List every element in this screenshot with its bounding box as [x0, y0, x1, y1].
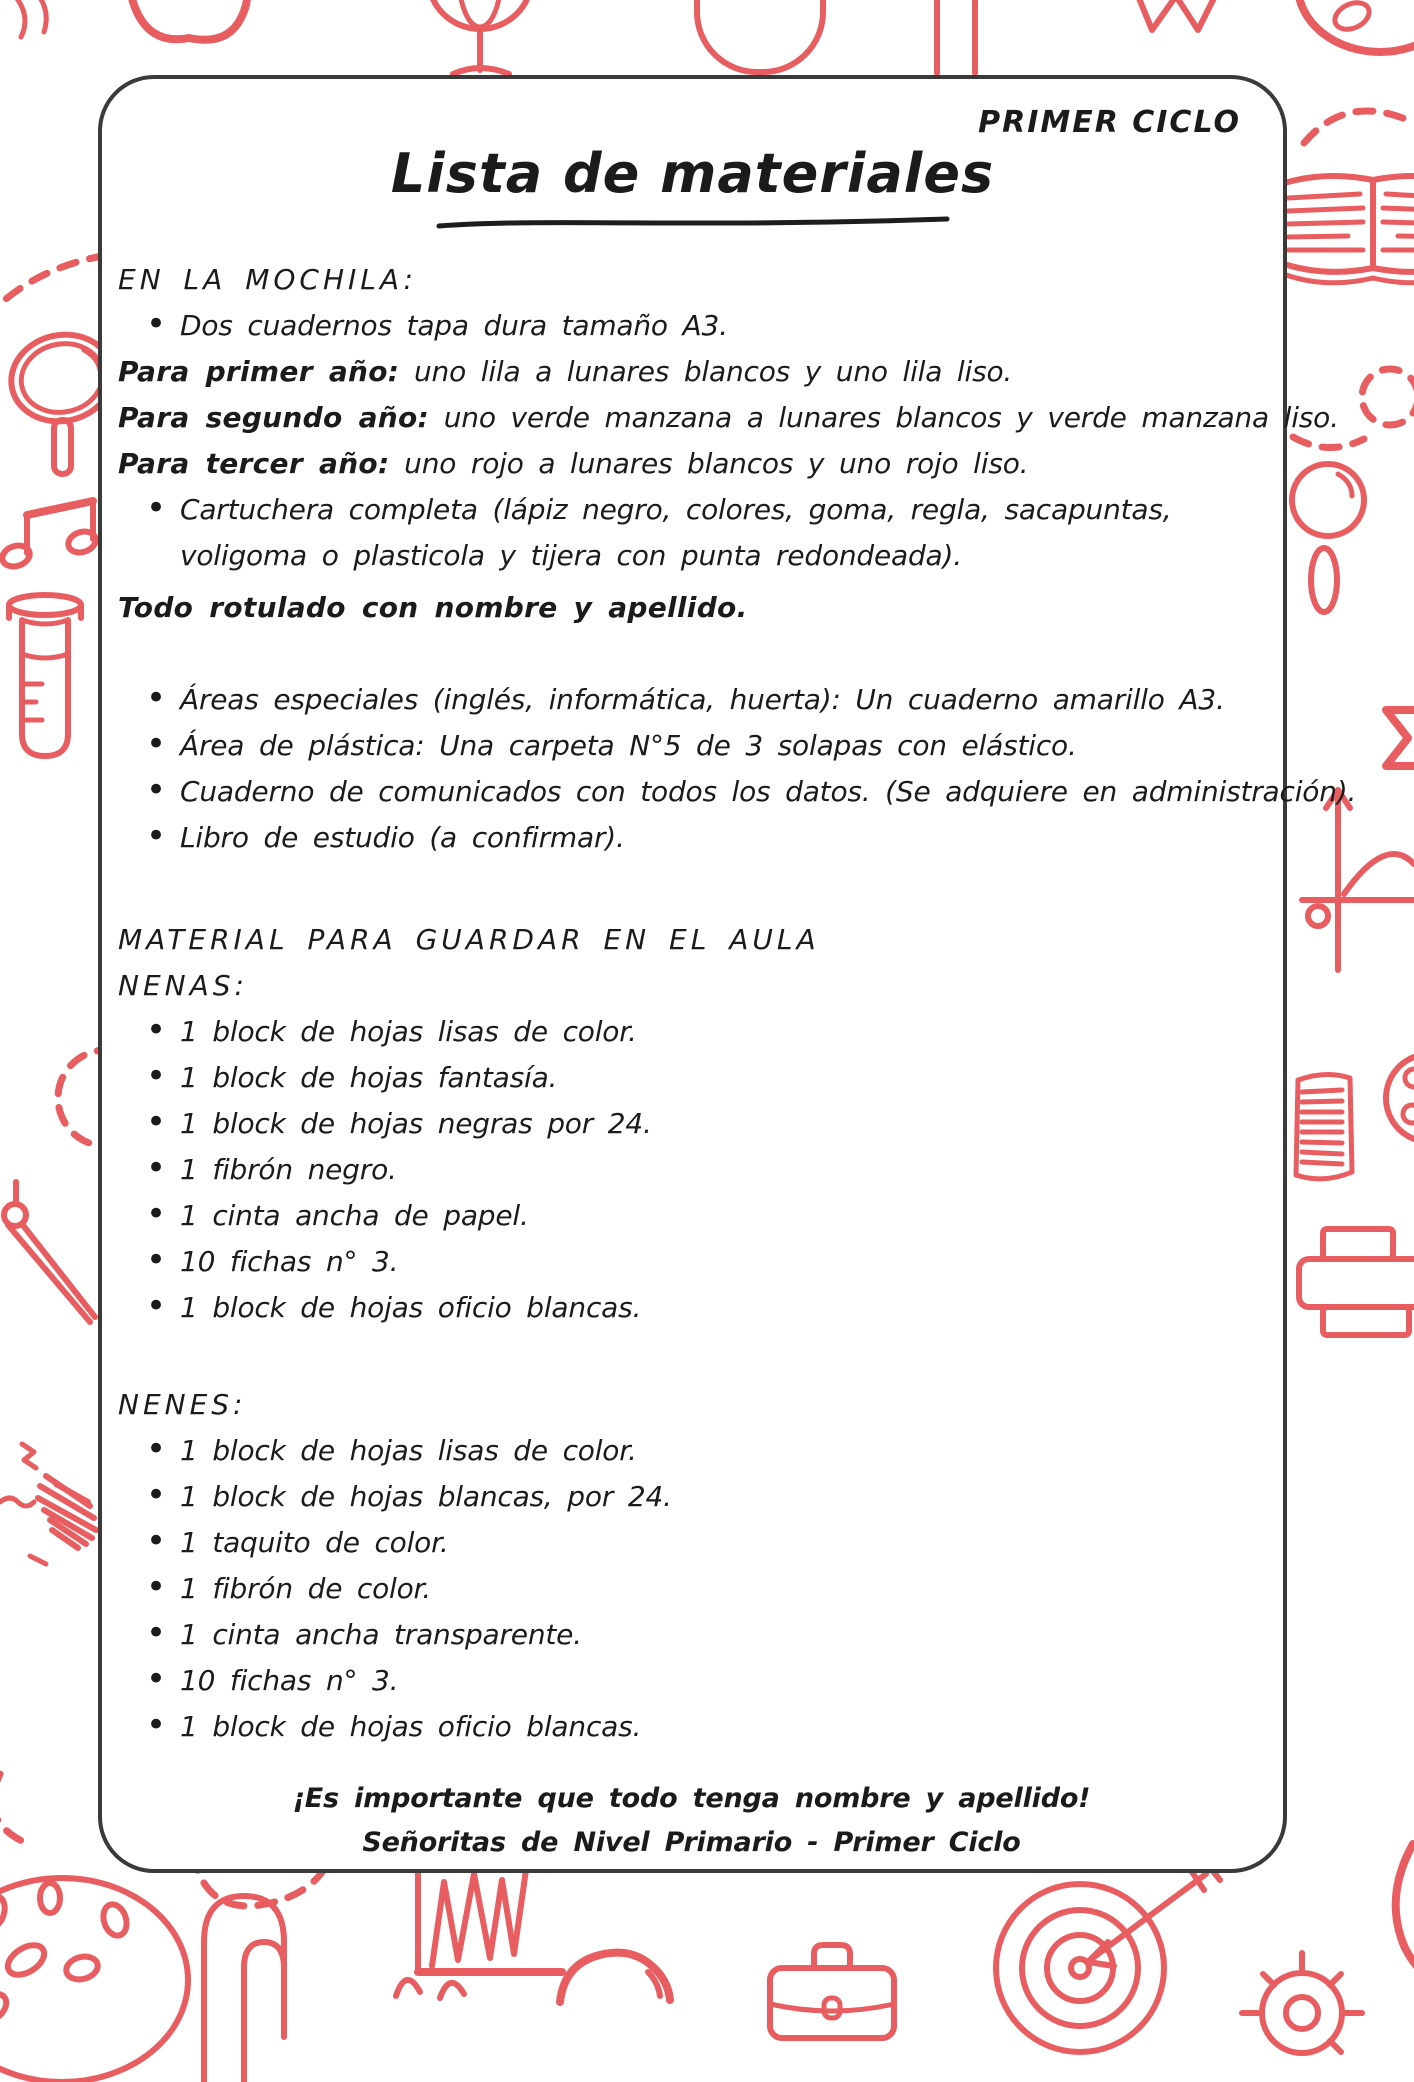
apple-icon: [115, 0, 265, 62]
nenas-list: [118, 1009, 1265, 1331]
balloon-icon: [1290, 452, 1365, 617]
list-item: • Área de plástica: Una carpeta N°5 de 3 solapas con elástico.: [118, 723, 1265, 769]
list-item: • 1 cinta ancha transparente.: [118, 1612, 1265, 1658]
mochila-list-2: [118, 487, 1265, 579]
list-item: • 1 block de hojas blancas, por 24.: [118, 1474, 1265, 1520]
year-lead: Para tercer año:: [118, 447, 390, 480]
section-heading-mochila: EN LA MOCHILA:: [118, 263, 417, 296]
page-title: Lista de materiales: [390, 142, 995, 205]
open-book-icon: [1268, 150, 1414, 300]
list-item: • Libro de estudio (a confirmar).: [118, 815, 1265, 861]
paperclip-icon: [172, 1872, 337, 2082]
crown-icon: [1128, 0, 1233, 41]
list-item: • Áreas especiales (inglés, informática, huerta): Un cuaderno amarillo A3.: [118, 677, 1265, 723]
group-label-nenes: NENES:: [118, 1388, 247, 1421]
footer-line-2: Señoritas de Nivel Primario - Primer Ciclo: [362, 1827, 1021, 1858]
drawing-compass-icon: [0, 1172, 101, 1327]
list-item: • 1 fibrón de color.: [118, 1566, 1265, 1612]
list-item: • 1 block de hojas lisas de color.: [118, 1009, 1265, 1055]
year-line-third: [118, 441, 1265, 487]
egg-icon: [552, 1944, 702, 2004]
computer-mouse-icon: [672, 0, 852, 77]
year-lead: Para primer año:: [118, 355, 400, 388]
printer-icon: [1295, 1225, 1414, 1340]
year-lead: Para segundo año:: [118, 401, 430, 434]
list-item: • Dos cuadernos tapa dura tamaño A3.: [118, 303, 1265, 349]
list-item: • 1 block de hojas oficio blancas.: [118, 1285, 1265, 1331]
year-line-second: [118, 395, 1339, 441]
sigma-icon: [1378, 702, 1414, 777]
year-text: uno verde manzana a lunares blancos y verde manzana liso.: [429, 401, 1339, 434]
section-heading-aula: MATERIAL PARA GUARDAR EN EL AULA: [118, 923, 820, 956]
year-text: uno lila a lunares blancos y uno lila liso.: [399, 355, 1013, 388]
title-underline: [102, 215, 1283, 231]
scribble-icon: [6, 0, 66, 62]
year-line-first: [118, 349, 1265, 395]
palette-icon: [1292, 0, 1414, 74]
label-note: Todo rotulado con nombre y apellido.: [118, 591, 748, 624]
globe-icon: [415, 0, 550, 82]
nenes-list: [118, 1428, 1265, 1750]
list-item: • 10 fichas n° 3.: [118, 1658, 1265, 1704]
notebook-page-icon: [1290, 1068, 1360, 1188]
list-item: • 1 cinta ancha de papel.: [118, 1193, 1265, 1239]
list-item: • 1 taquito de color.: [118, 1520, 1265, 1566]
cycle-badge: PRIMER CICLO: [978, 105, 1241, 140]
card-content: [102, 257, 1357, 1865]
ghost-curves-icon: [388, 1962, 503, 2002]
footer-line-1: ¡Es importante que todo tenga nombre y apellido!: [292, 1783, 1091, 1814]
list-item: • Cartuchera completa (lápiz negro, colores, goma, regla, sacapuntas, voligoma o plasticola y tijera con punta redondeada).: [118, 487, 1265, 579]
mochila-list-1: [118, 303, 1265, 349]
briefcase-icon: [762, 1932, 902, 2007]
list-item: • 1 block de hojas lisas de color.: [118, 1428, 1265, 1474]
list-item: • Cuaderno de comunicados con todos los datos. (Se adquiere en administración).: [118, 769, 1265, 815]
year-text: uno rojo a lunares blancos y uno rojo liso.: [389, 447, 1029, 480]
list-item: • 1 block de hojas oficio blancas.: [118, 1704, 1265, 1750]
test-tube-icon: [2, 592, 92, 772]
gear-icon: [1215, 1925, 1390, 2005]
music-notes-icon: [0, 495, 110, 575]
list-item: • 1 block de hojas fantasía.: [118, 1055, 1265, 1101]
ink-scribble-icon: [0, 1418, 109, 1573]
juice-box-icon: [905, 0, 1020, 78]
list-item: • 1 block de hojas negras por 24.: [118, 1101, 1265, 1147]
dashed-arc-icon: [0, 1768, 79, 1853]
list-item: • 1 fibrón negro.: [118, 1147, 1265, 1193]
footer: [118, 1777, 1265, 1865]
dartboard-icon: [958, 1860, 1223, 2005]
paint-palette-icon: [0, 1868, 200, 2078]
group-label-nenas: NENAS:: [118, 969, 248, 1002]
mochila-extra-list: [118, 677, 1357, 861]
palette-icon: [1382, 1042, 1414, 1157]
materials-card: [98, 75, 1357, 1873]
list-item: • 10 fichas n° 3.: [118, 1239, 1265, 1285]
